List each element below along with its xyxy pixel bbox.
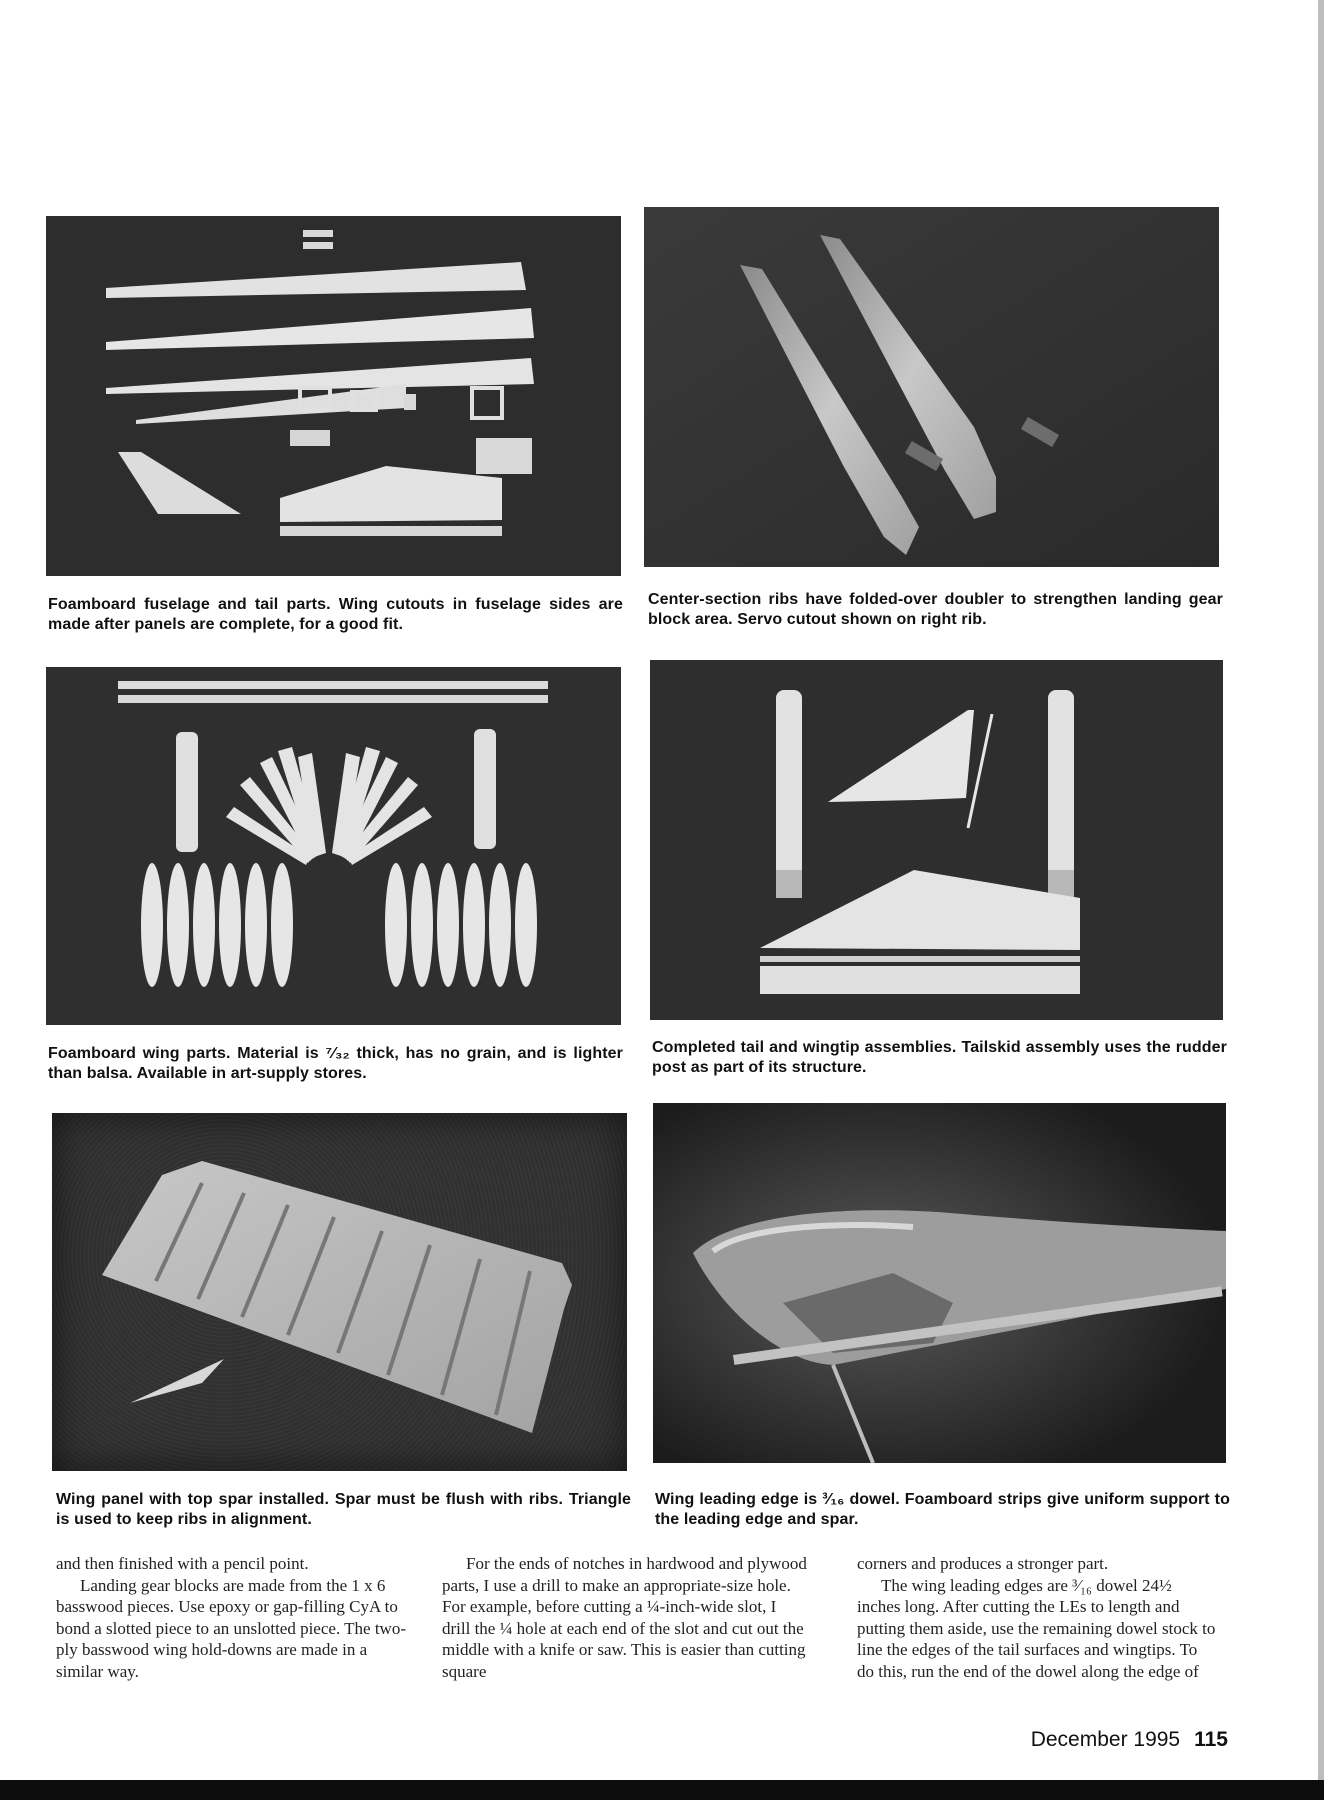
text-column-3 <box>857 1553 1217 1682</box>
photo-fuselage-parts-art <box>46 216 621 576</box>
caption-wing-parts: Foamboard wing parts. Material is ⁷⁄₃₂ thick, has no grain, and is lighter than balsa. Available in art-supply stores. <box>48 1045 623 1082</box>
photo-leading-edge <box>653 1103 1226 1463</box>
photo-leading-edge-art <box>653 1103 1226 1463</box>
col2-paragraph-1: For the ends of notches in hardwood and plywood parts, I use a drill to make an appropriate-size hole. For example, before cutting a ¼-inch-wide slot, I drill the ¼ hole at each end of the slot and cut out the middle with a knife or saw. This is easier than cutting square <box>442 1554 807 1681</box>
col3-paragraph-1: corners and produces a stronger part. <box>857 1554 1109 1573</box>
text-column-2 <box>442 1553 807 1682</box>
issue-date: December 1995 <box>1030 1728 1181 1751</box>
photo-wing-parts <box>46 667 621 1025</box>
page-folio <box>1031 1728 1228 1752</box>
photo-wing-panel <box>52 1113 627 1471</box>
col3-paragraph-2: The wing leading edges are ³⁄₁₆ dowel 24½ inches long. After cutting the LEs to length and putting them aside, use the remaining dowel stock to line the edges of the tail surfaces and wingtips. To do this, run the end of the dowel along the edge of <box>857 1575 1216 1681</box>
photo-tail-assemblies <box>650 660 1223 1020</box>
scan-edge <box>1318 0 1324 1780</box>
caption-tail-assemblies: Completed tail and wingtip assemblies. Tailskid assembly uses the rudder post as part of its structure. <box>652 1039 1227 1076</box>
col1-paragraph-1: and then finished with a pencil point. <box>56 1554 309 1573</box>
photo-tail-assemblies-art <box>650 660 1223 1020</box>
photo-center-ribs-art <box>644 207 1219 567</box>
caption-wing-panel: Wing panel with top spar installed. Spar must be flush with ribs. Triangle is used to keep ribs in alignment. <box>56 1491 631 1528</box>
caption-center-ribs: Center-section ribs have folded-over doubler to strengthen landing gear block area. Servo cutout shown on right rib. <box>648 591 1223 628</box>
photo-wing-panel-art <box>52 1113 627 1471</box>
photo-fuselage-parts <box>46 216 621 576</box>
page-number: 115 <box>1194 1728 1228 1751</box>
scan-bottom-border <box>0 1780 1324 1800</box>
text-column-1 <box>56 1553 416 1682</box>
photo-wing-parts-art <box>46 667 621 1025</box>
caption-leading-edge: Wing leading edge is ³⁄₁₆ dowel. Foamboard strips give uniform support to the leading edge and spar. <box>655 1491 1230 1528</box>
caption-fuselage-parts: Foamboard fuselage and tail parts. Wing cutouts in fuselage sides are made after panels are complete, for a good fit. <box>48 596 623 633</box>
col1-paragraph-2: Landing gear blocks are made from the 1 x 6 basswood pieces. Use epoxy or gap-filling CyA to bond a slotted piece to an unslotted piece. The two-ply basswood wing hold-downs are made in a similar way. <box>56 1575 406 1681</box>
photo-center-ribs <box>644 207 1219 567</box>
